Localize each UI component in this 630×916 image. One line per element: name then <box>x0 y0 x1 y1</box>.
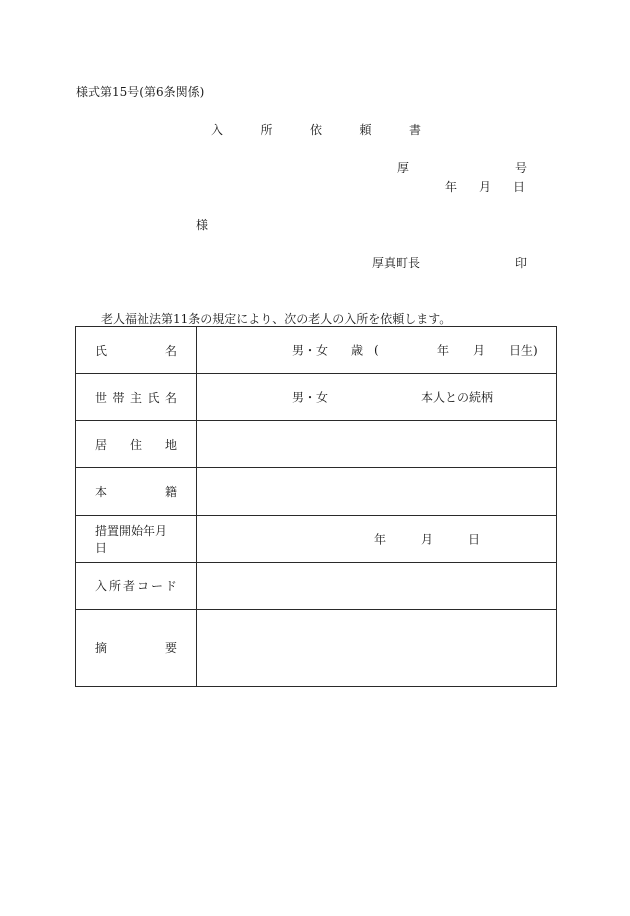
label-char: 居 <box>95 437 108 452</box>
table-row <box>76 515 557 562</box>
relation-label: 本人との続柄 <box>421 390 494 405</box>
label-char: 本 <box>95 484 108 499</box>
row-label <box>76 515 197 562</box>
form-number: 様式第15号(第6条関係) <box>76 85 205 99</box>
label-char: 者 <box>122 579 135 594</box>
birth-month-label: 月 <box>473 343 486 358</box>
label-char: 主 <box>129 390 142 405</box>
title-char: 頼 <box>359 123 372 137</box>
label-char: 籍 <box>164 484 177 499</box>
label-char: コ <box>136 579 149 594</box>
label-char: 摘 <box>95 641 108 656</box>
label-char: 地 <box>164 437 177 452</box>
document-title <box>211 124 421 136</box>
table-row <box>76 562 557 609</box>
issue-date <box>445 181 525 193</box>
addressee-suffix: 様 <box>196 218 209 232</box>
birth-day-label: 日生) <box>509 343 538 358</box>
row-label <box>76 562 197 609</box>
remarks-field[interactable] <box>197 609 557 686</box>
label-char: 所 <box>108 579 121 594</box>
sender-title: 厚真町長 <box>372 256 421 270</box>
table-row <box>76 421 557 468</box>
label-char: 帯 <box>112 390 125 405</box>
date-year: 年 <box>445 180 458 194</box>
number-suffix: 号 <box>515 161 528 175</box>
title-char: 依 <box>309 123 322 137</box>
age-label: 歳 <box>351 343 364 358</box>
household-head-field[interactable] <box>197 374 557 421</box>
name-field[interactable] <box>197 327 557 374</box>
table-row <box>76 327 557 374</box>
label-char: 名 <box>164 343 177 358</box>
row-label <box>76 374 197 421</box>
sex-choice: 男・女 <box>292 390 329 405</box>
row-label <box>76 327 197 374</box>
row-label <box>76 421 197 468</box>
label-char: 要 <box>164 641 177 656</box>
date-month: 月 <box>478 180 491 194</box>
start-month-label: 月 <box>421 532 434 547</box>
label-char: ド <box>164 579 177 594</box>
title-char: 書 <box>408 123 421 137</box>
intro-text: 老人福祉法第11条の規定により、次の老人の入所を依頼します。 <box>101 312 452 326</box>
label-char: 氏 <box>95 343 108 358</box>
row-label <box>76 468 197 515</box>
start-year-label: 年 <box>374 532 387 547</box>
start-date-field[interactable] <box>197 515 557 562</box>
birth-year-label: 年 <box>437 343 450 358</box>
label-char: 住 <box>129 437 142 452</box>
table-row <box>76 374 557 421</box>
paren-open: ( <box>374 343 379 358</box>
residence-field[interactable] <box>197 421 557 468</box>
start-day-label: 日 <box>468 532 481 547</box>
office-prefix: 厚 <box>397 161 410 175</box>
row-label <box>76 609 197 686</box>
domicile-field[interactable] <box>197 468 557 515</box>
resident-code-field[interactable] <box>197 562 557 609</box>
sex-choice: 男・女 <box>292 343 329 358</box>
label-char: 世 <box>95 390 108 405</box>
request-table <box>75 326 557 687</box>
label-char: ー <box>150 579 163 594</box>
label-char: 名 <box>164 390 177 405</box>
table-row <box>76 609 557 686</box>
label-text: 措置開始年月日 <box>95 523 168 555</box>
seal-mark: 印 <box>515 256 528 270</box>
table-row <box>76 468 557 515</box>
title-char: 所 <box>260 123 273 137</box>
date-day: 日 <box>512 180 525 194</box>
label-char: 入 <box>95 579 108 594</box>
title-char: 入 <box>211 123 224 137</box>
label-char: 氏 <box>147 390 160 405</box>
